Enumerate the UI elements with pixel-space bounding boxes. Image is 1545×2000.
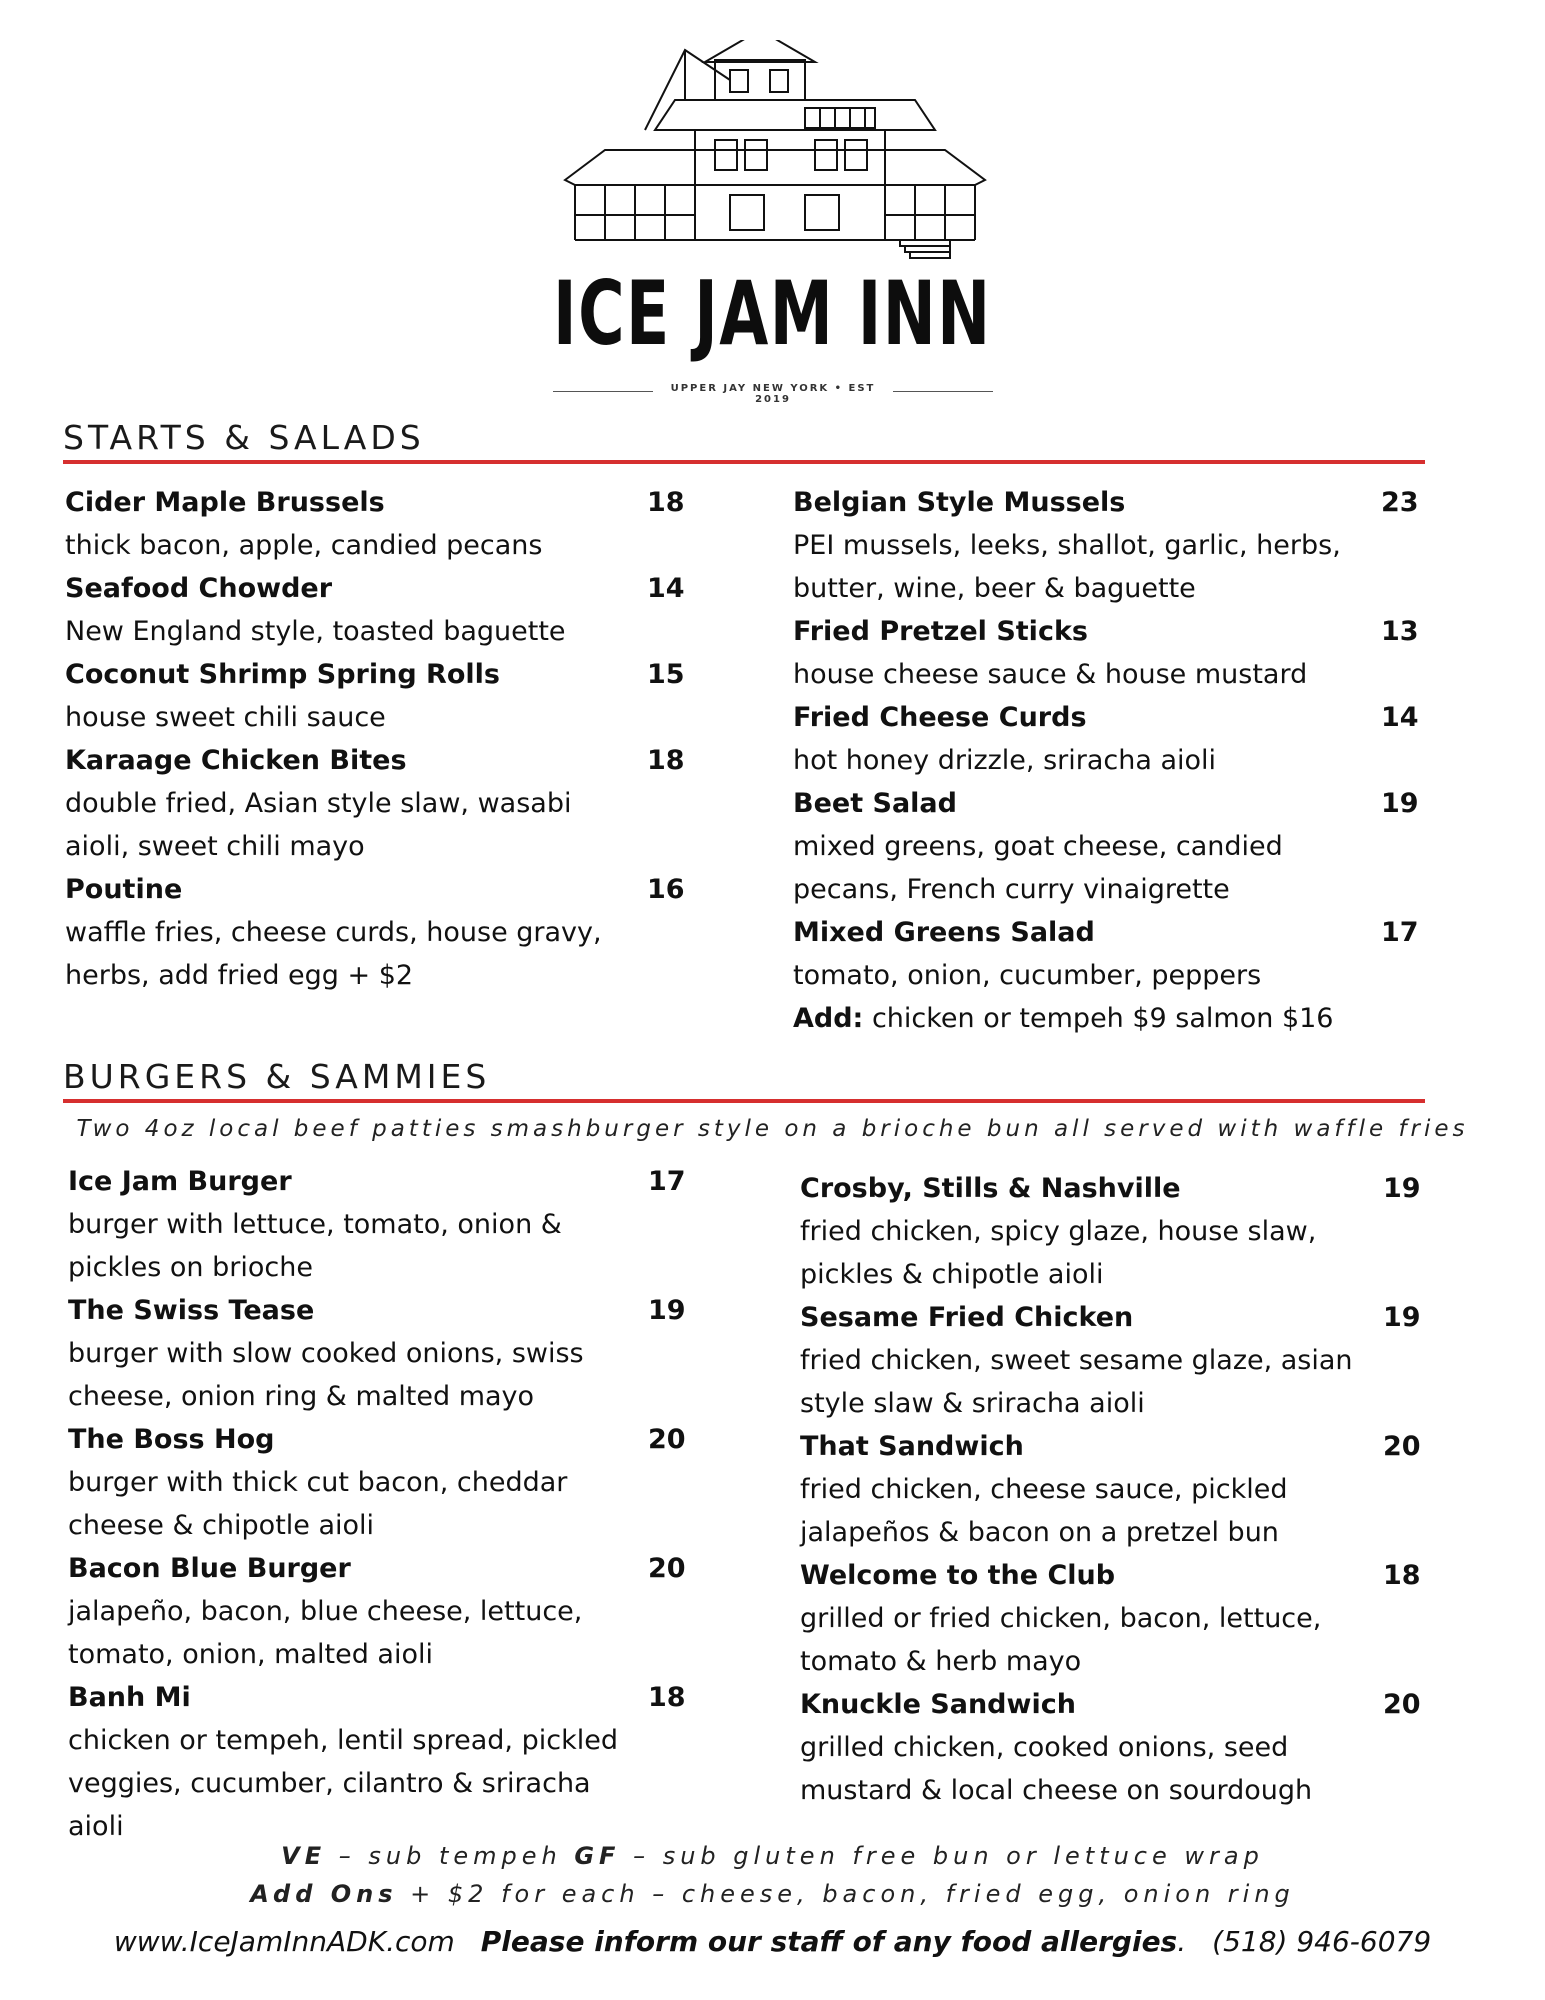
menu-item-name: Fried Pretzel Sticks [793,616,1088,647]
menu-item-description: tomato, onion, cucumber, peppers [793,960,1262,991]
menu-item-description: fried chicken, spicy glaze, house slaw, [800,1216,1317,1247]
menu-item-description: New England style, toasted baguette [65,616,566,647]
menu-item-description: cheese, onion ring & malted mayo [68,1381,535,1412]
menu-item-description: pecans, French curry vinaigrette [793,874,1230,905]
starts-left-column [65,481,685,997]
menu-item-description: pickles on brioche [68,1252,313,1283]
menu-item-description: thick bacon, apple, candied pecans [65,530,543,561]
menu-item-price: 15 [647,659,685,690]
menu-item-description: house sweet chili sauce [65,702,386,733]
menu-item-name: The Boss Hog [68,1424,275,1455]
menu-item-price: 14 [647,573,685,604]
menu-item [68,1160,688,1289]
website-link[interactable]: www.IceJamInnADK.com [113,1925,455,1958]
menu-item [800,1296,1440,1425]
menu-item-price: 18 [1383,1560,1421,1591]
allergy-notice: Please inform our staff of any food allergies [480,1925,1178,1958]
menu-item-description: PEI mussels, leeks, shallot, garlic, herbs, [793,530,1341,561]
gf-text: – sub gluten free bun or lettuce wrap [620,1842,1264,1870]
burgers-right-column [800,1167,1440,1812]
menu-item [800,1554,1440,1683]
menu-item-description: fried chicken, cheese sauce, pickled [800,1474,1288,1505]
menu-item-name: That Sandwich [800,1431,1024,1462]
menu-item-name: Seafood Chowder [65,573,333,604]
menu-item-price: 19 [1383,1173,1421,1204]
menu-item-description: mustard & local cheese on sourdough [800,1775,1313,1806]
menu-item-price: 19 [648,1295,686,1326]
phone-number[interactable]: (518) 946-6079 [1212,1925,1432,1958]
menu-item-price: 18 [648,1682,686,1713]
menu-item [65,653,685,739]
section-title-starts: STARTS & SALADS [63,418,425,457]
tagline-rule-left [553,391,653,392]
menu-item-name: Sesame Fried Chicken [800,1302,1134,1333]
menu-item-description: tomato, onion, malted aioli [68,1639,433,1670]
tagline: UPPER JAY NEW YORK • EST 2019 [670,383,876,405]
addons-label: Add Ons [250,1880,398,1908]
menu-item-name: Poutine [65,874,183,905]
section-divider-starts [63,460,1425,464]
menu-item-description: double fried, Asian style slaw, wasabi [65,788,572,819]
burgers-left-column [68,1160,688,1848]
menu-item [68,1547,688,1676]
starts-right-column [793,481,1433,997]
menu-item-price: 18 [647,487,685,518]
menu-item-description: burger with thick cut bacon, cheddar [68,1467,568,1498]
menu-item-description: jalapeño, bacon, blue cheese, lettuce, [68,1596,583,1627]
menu-item-price: 14 [1381,702,1419,733]
menu-item-price: 20 [1383,1689,1421,1720]
menu-item-description: burger with slow cooked onions, swiss [68,1338,584,1369]
menu-item-name: Knuckle Sandwich [800,1689,1076,1720]
menu-item-description: burger with lettuce, tomato, onion & [68,1209,562,1240]
menu-item-name: Crosby, Stills & Nashville [800,1173,1181,1204]
gf-label: GF [574,1842,621,1870]
menu-item-price: 20 [1383,1431,1421,1462]
salad-add-ons [793,997,1333,1040]
menu-item-description: pickles & chipotle aioli [800,1259,1104,1290]
menu-item-name: Mixed Greens Salad [793,917,1095,948]
menu-item-description: waffle fries, cheese curds, house gravy, [65,917,602,948]
allergy-period: . [1177,1925,1187,1958]
tagline-row [553,382,993,405]
add-text: chicken or tempeh $9 salmon $16 [863,1003,1334,1034]
menu-item-description: aioli [68,1811,124,1842]
menu-item [793,696,1433,782]
menu-item [68,1289,688,1418]
ve-text: – sub tempeh [326,1842,575,1870]
menu-item-description: veggies, cucumber, cilantro & sriracha [68,1768,591,1799]
menu-item [793,911,1433,997]
menu-item [800,1425,1440,1554]
menu-item-description: grilled or fried chicken, bacon, lettuce, [800,1603,1322,1634]
tagline-rule-right [893,391,993,392]
menu-item-price: 16 [647,874,685,905]
menu-item-description: chicken or tempeh, lentil spread, pickled [68,1725,618,1756]
house-drawing-icon [545,40,1005,260]
menu-item-description: hot honey drizzle, sriracha aioli [793,745,1217,776]
menu-item-name: Cider Maple Brussels [65,487,385,518]
menu-item [65,739,685,868]
menu-item-price: 20 [648,1553,686,1584]
menu-item-name: Banh Mi [68,1682,191,1713]
menu-item-name: Bacon Blue Burger [68,1553,351,1584]
menu-item [65,868,685,997]
menu-item [800,1167,1440,1296]
menu-item-name: Ice Jam Burger [68,1166,292,1197]
footer [0,1925,1545,1958]
menu-item-description: style slaw & sriracha aioli [800,1388,1145,1419]
section-title-burgers: BURGERS & SAMMIES [63,1057,491,1096]
menu-item-description: grilled chicken, cooked onions, seed [800,1732,1289,1763]
menu-item-name: The Swiss Tease [68,1295,315,1326]
menu-item-price: 17 [648,1166,686,1197]
menu-item-price: 17 [1381,917,1419,948]
menu-item-description: house cheese sauce & house mustard [793,659,1308,690]
menu-item-price: 18 [647,745,685,776]
menu-item [68,1676,688,1848]
menu-item [793,782,1433,911]
menu-item [65,481,685,567]
menu-item [65,567,685,653]
menu-item-description: jalapeños & bacon on a pretzel bun [800,1517,1279,1548]
menu-item-name: Belgian Style Mussels [793,487,1126,518]
menu-item-description: herbs, add fried egg + $2 [65,960,414,991]
menu-item-description: cheese & chipotle aioli [68,1510,375,1541]
menu-item-description: fried chicken, sweet sesame glaze, asian [800,1345,1353,1376]
menu-item [800,1683,1440,1812]
menu-item [793,481,1433,610]
dietary-note [0,1842,1545,1870]
menu-item-price: 13 [1381,616,1419,647]
addons-text: + $2 for each – cheese, bacon, fried egg, onion ring [397,1880,1295,1908]
menu-item-price: 19 [1383,1302,1421,1333]
section-divider-burgers [63,1099,1425,1103]
menu-item [68,1418,688,1547]
menu-item-name: Coconut Shrimp Spring Rolls [65,659,500,690]
burgers-subtitle: Two 4oz local beef patties smashburger style on a brioche bun all served with waffle fries [76,1116,1469,1142]
menu-item-price: 20 [648,1424,686,1455]
menu-item-description: tomato & herb mayo [800,1646,1082,1677]
menu-item [793,610,1433,696]
menu-item-name: Karaage Chicken Bites [65,745,407,776]
menu-item-name: Fried Cheese Curds [793,702,1087,733]
add-label: Add: [793,1003,864,1034]
menu-item-name: Welcome to the Club [800,1560,1116,1591]
menu-item-description: aioli, sweet chili mayo [65,831,365,862]
menu-item-price: 23 [1381,487,1419,518]
menu-item-description: mixed greens, goat cheese, candied [793,831,1283,862]
menu-item-description: butter, wine, beer & baguette [793,573,1196,604]
restaurant-name: ICE JAM INN [553,262,992,365]
menu-item-price: 19 [1381,788,1419,819]
ve-label: VE [281,1842,327,1870]
menu-item-name: Beet Salad [793,788,957,819]
add-ons-note [0,1880,1545,1908]
